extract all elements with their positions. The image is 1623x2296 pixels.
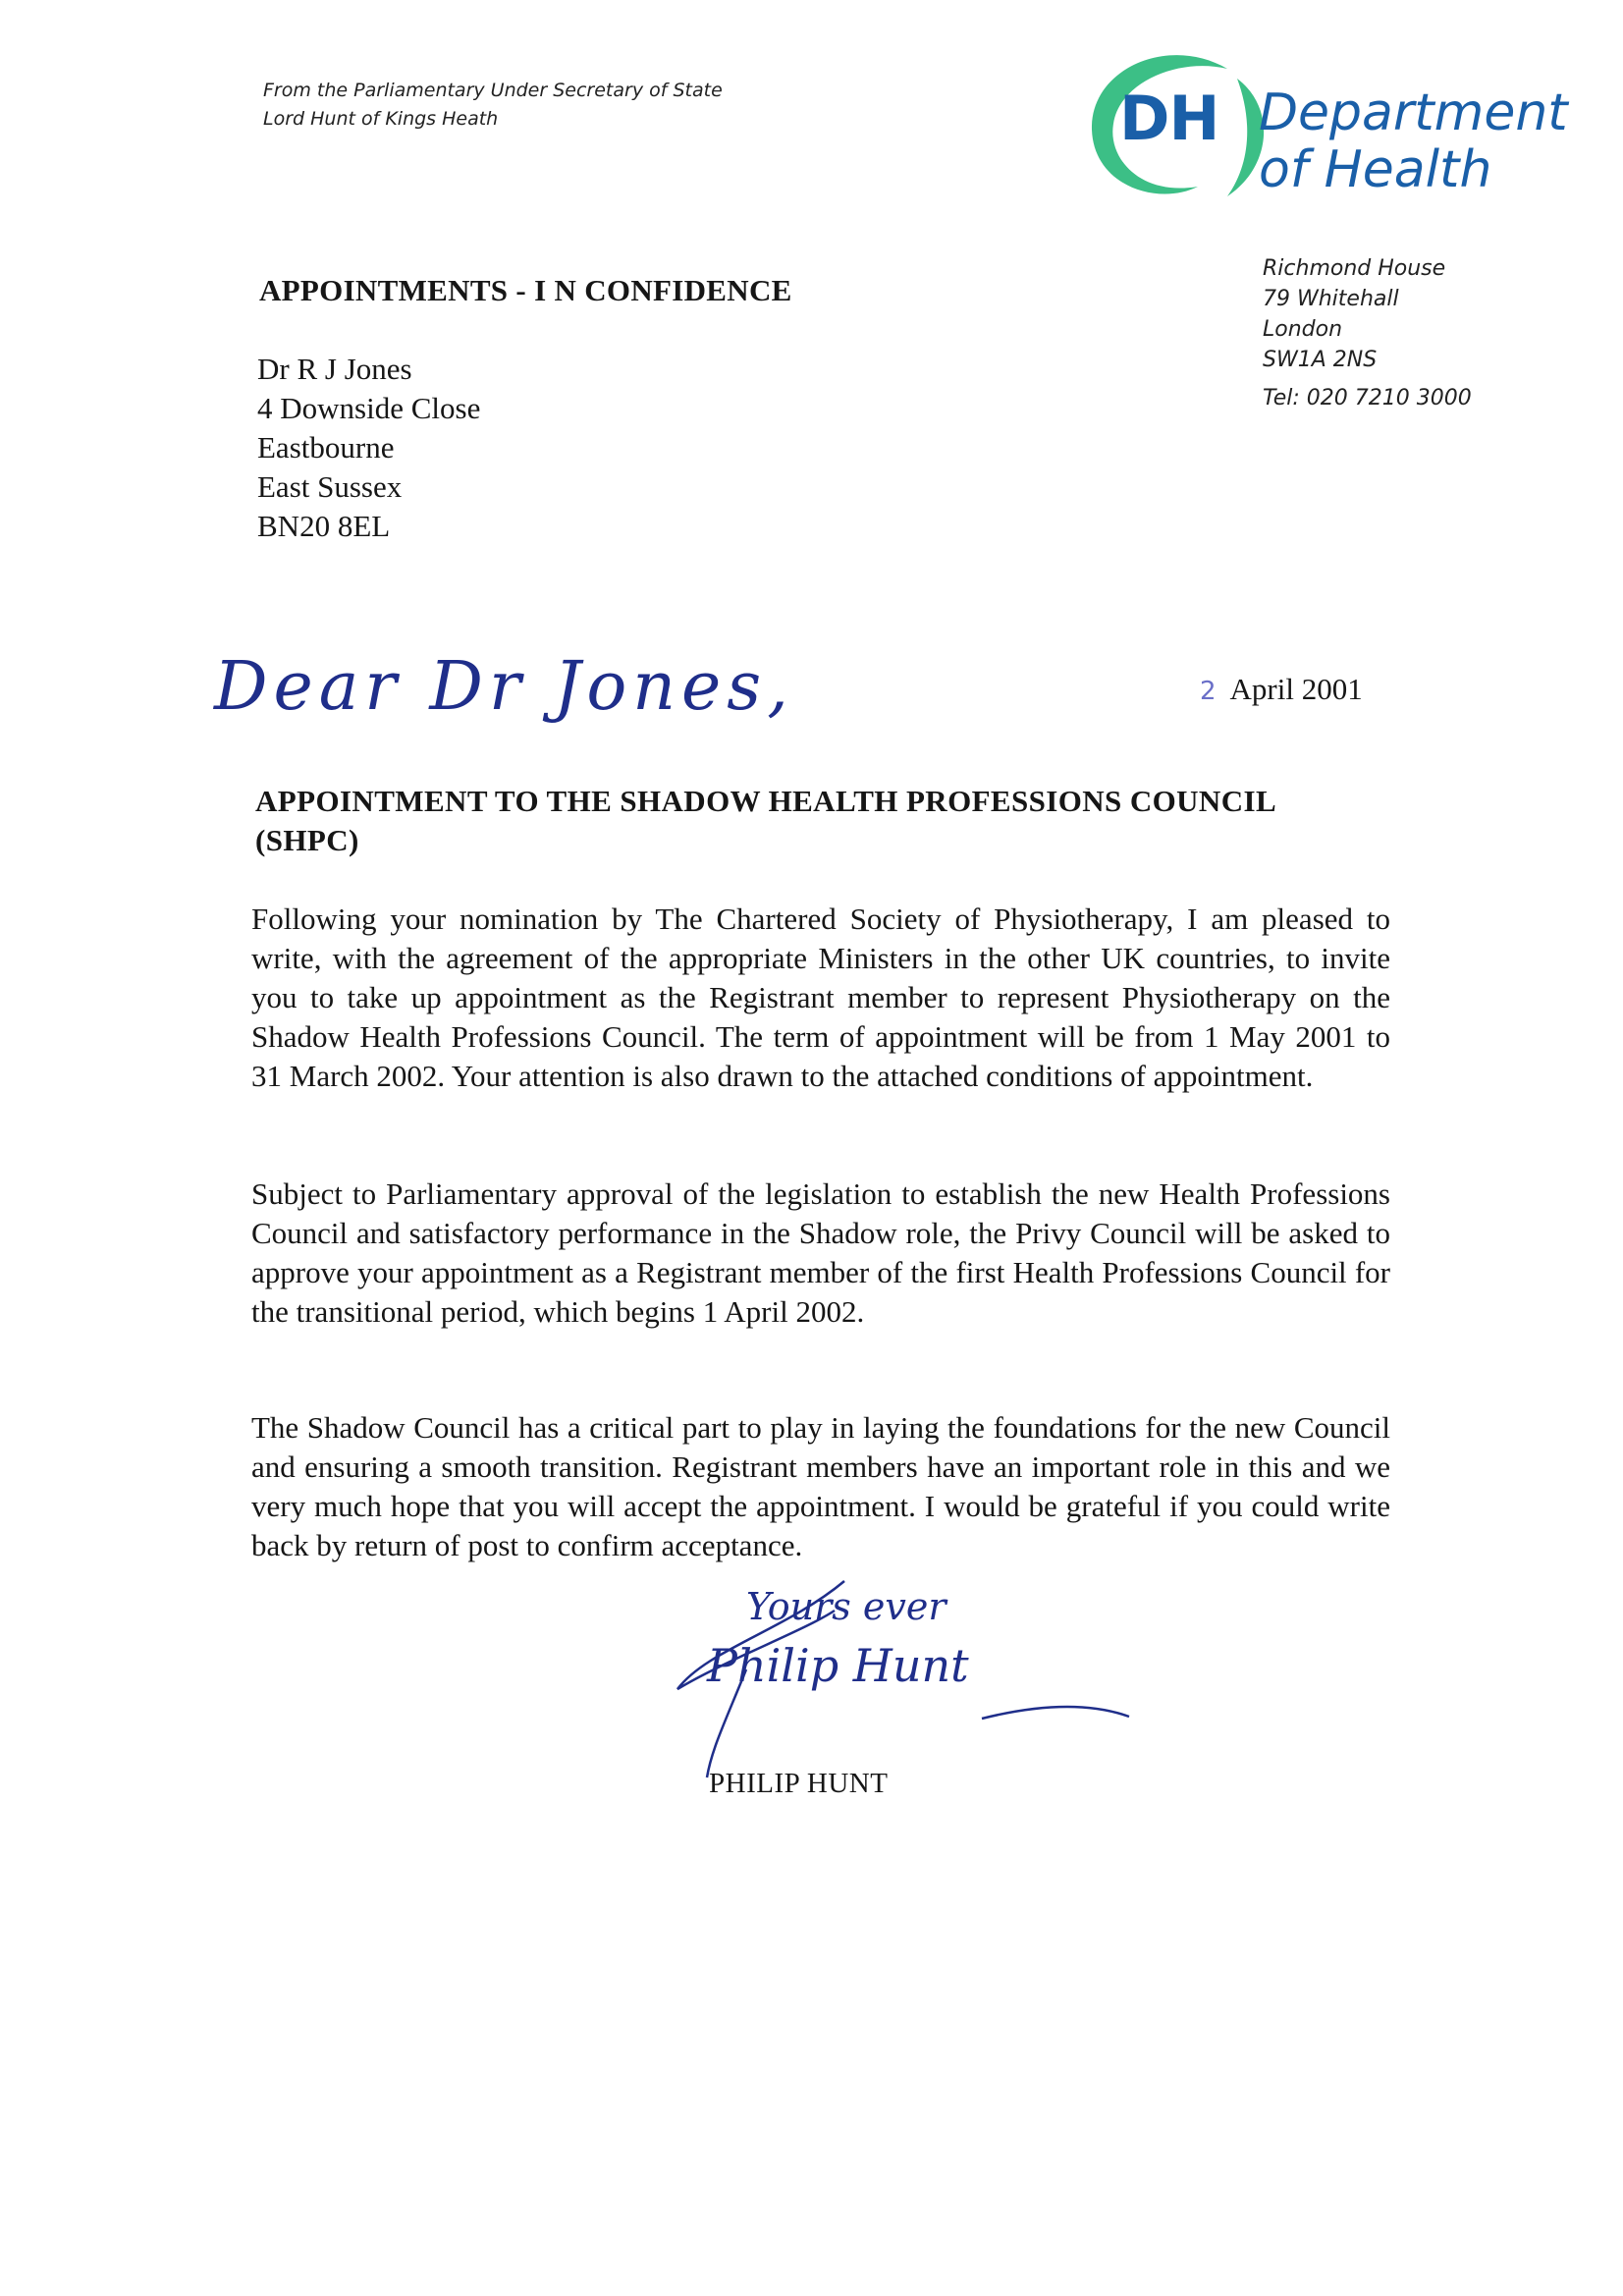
from-line: From the Parliamentary Under Secretary of State [263,80,723,101]
signature-name-script: Philip Hunt [707,1639,969,1692]
subject-heading: APPOINTMENT TO THE SHADOW HEALTH PROFESSIONS COUNCIL (SHPC) [255,784,1275,857]
confidential-label: APPOINTMENTS - I N CONFIDENCE [259,273,792,307]
handwritten-signature [668,1571,1159,1787]
date-day: 2 [1200,677,1217,706]
logo-name-line2: of Health [1259,140,1492,199]
address-line: Richmond House [1263,256,1446,281]
body-paragraph: Subject to Parliamentary approval of the legislation to establish the new Health Professions Council and satisfactory performance in the Shadow role, the Privy Council will be asked to approve your appointment as a Registrant member of the first Health Professions Council for the transitional period, which begins 1 April 2002. [251,1176,1390,1329]
department-of-health-logo [1080,39,1571,216]
handwritten-salutation [214,648,794,756]
from-block [263,77,723,134]
sign-off-text: Yours ever [746,1585,947,1628]
salutation-text: Dear Dr Jones, [214,648,794,726]
address-line: 79 Whitehall [1263,287,1399,311]
minister-name: Lord Hunt of Kings Heath [263,108,499,130]
recipient-line: BN20 8EL [257,509,391,543]
recipient-line: 4 Downside Close [257,391,481,425]
logo-name-line1: Department [1259,83,1568,142]
recipient-line: East Sussex [257,469,403,504]
recipient-address [257,350,480,546]
body-paragraph: Following your nomination by The Chartered Society of Physiotherapy, I am pleased to write, with the agreement of the appropriate Ministers in the other UK countries, to invite you to take up appointment as the Registrant member to represent Physiotherapy on the Shadow Health Professions Council. The term of appointment will be from 1 May 2001 to 31 March 2002. Your attention is also drawn to the attached conditions of appointment. [251,902,1390,1093]
recipient-line: Dr R J Jones [257,352,412,386]
date-month-year: April 2001 [1229,672,1363,706]
logo-initials: DH [1119,82,1219,154]
sender-address [1263,253,1472,413]
signatory-name: PHILIP HUNT [709,1768,889,1799]
recipient-line: Eastbourne [257,430,395,465]
body-paragraph: The Shadow Council has a critical part to play in laying the foundations for the new Council and ensuring a smooth transition. Registrant members have an important role in this and we very much hope that you will accept the appointment. I would be grateful if you could write back by return of post to confirm acceptance. [251,1410,1390,1562]
logo-name [1259,84,1568,198]
signature-text [707,1577,969,1695]
letter-date [1200,672,1363,707]
telephone: Tel: 020 7210 3000 [1263,386,1472,410]
address-line: SW1A 2NS [1263,348,1378,372]
address-line: London [1263,317,1343,342]
